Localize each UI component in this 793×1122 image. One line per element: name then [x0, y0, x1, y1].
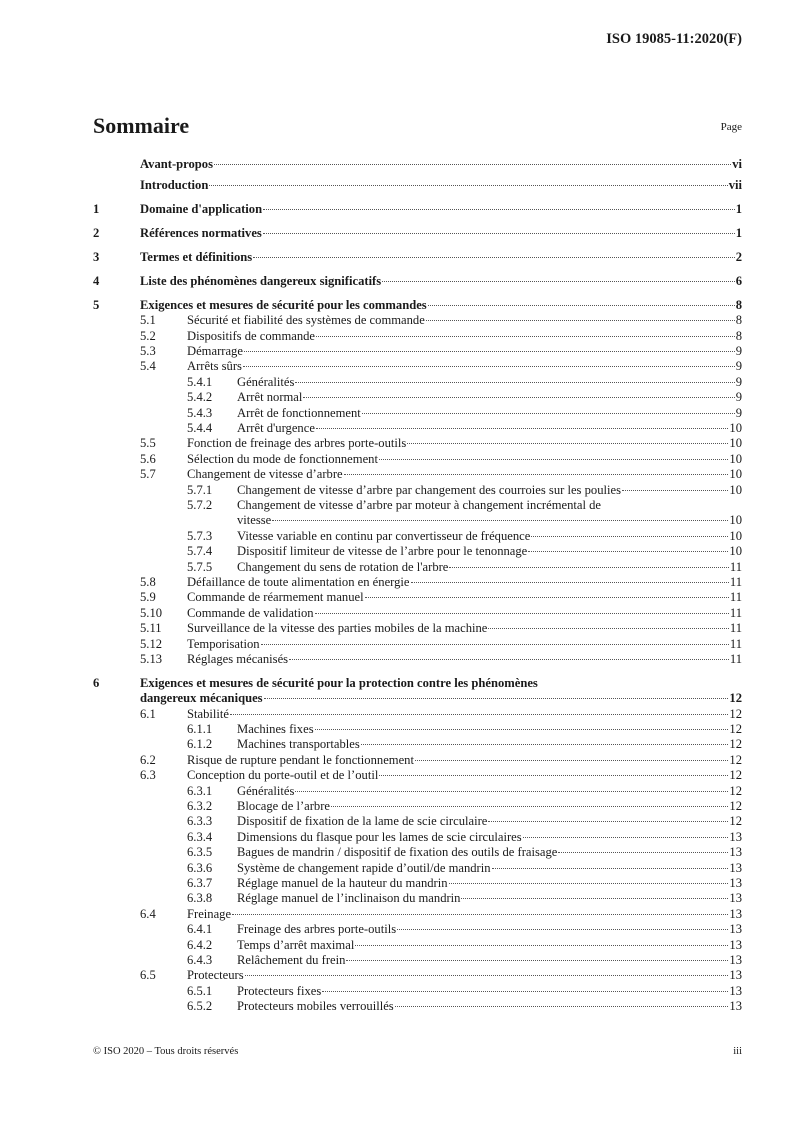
section-title: Protecteurs mobiles verrouillés	[237, 999, 394, 1014]
toc-entry[interactable]	[93, 768, 742, 783]
toc-entry[interactable]	[93, 467, 742, 482]
section-title: Arrêts sûrs	[187, 359, 242, 374]
toc-entry[interactable]	[93, 359, 742, 374]
toc-page-number[interactable]: 13	[729, 999, 742, 1014]
toc-page-number[interactable]: 10	[729, 421, 742, 436]
page-title: Sommaire	[93, 113, 190, 138]
dot-leader	[263, 233, 735, 234]
toc-entry[interactable]	[93, 814, 742, 829]
toc-entry[interactable]	[93, 891, 742, 906]
toc-entry[interactable]	[93, 737, 742, 752]
section-title: Stabilité	[187, 706, 229, 721]
section-number: 5.6	[140, 451, 156, 466]
dot-leader	[523, 837, 729, 838]
toc-entry[interactable]	[93, 436, 742, 451]
dot-leader	[397, 929, 728, 930]
section-number: 5.7.4	[187, 544, 213, 559]
dot-leader	[295, 382, 734, 383]
toc-entry[interactable]	[93, 876, 742, 891]
dot-leader	[415, 760, 728, 761]
toc-page-number[interactable]: 12	[729, 783, 742, 798]
section-title: Avant-propos	[140, 157, 214, 171]
section-number: 6.3.6	[187, 860, 213, 875]
section-number: 3	[93, 249, 100, 264]
dot-leader	[362, 413, 735, 414]
dot-leader	[272, 520, 728, 521]
dot-leader	[622, 490, 728, 491]
section-number: 5.4.4	[187, 421, 213, 436]
section-number: 6.3.4	[187, 829, 213, 844]
document-id: ISO 19085-11:2020(F)	[606, 31, 742, 47]
toc-entry[interactable]	[93, 498, 742, 513]
dot-leader	[244, 351, 735, 352]
toc-page-number[interactable]: 11	[729, 574, 742, 589]
dot-leader	[316, 336, 735, 337]
toc-page-number[interactable]: 13	[729, 860, 742, 875]
dot-leader	[355, 945, 728, 946]
section-title: Protecteurs	[187, 968, 244, 983]
section-number: 5.7.2	[187, 497, 213, 512]
section-number: 5.3	[140, 344, 156, 359]
section-title: Blocage de l’arbre	[237, 799, 331, 813]
section-number: 5	[93, 297, 100, 312]
section-number: 6.1.1	[187, 722, 213, 737]
toc-entry[interactable]	[93, 329, 742, 344]
section-number: 6.3.7	[187, 875, 213, 890]
toc-entry[interactable]	[93, 676, 742, 691]
toc-page-number[interactable]: 8	[735, 297, 742, 312]
dot-leader	[253, 257, 735, 258]
section-title: Exigences et mesures de sécurité pour les commandes	[140, 297, 427, 312]
dot-leader	[395, 1006, 729, 1007]
section-title: Fonction de freinage des arbres porte-outils	[187, 436, 407, 451]
toc-entry[interactable]	[93, 452, 742, 467]
toc-entry[interactable]	[93, 250, 742, 265]
dot-leader	[426, 320, 735, 321]
toc-page-number[interactable]: 12	[729, 799, 742, 813]
toc-page-number[interactable]: 12	[729, 706, 742, 721]
section-number: 5.7.3	[187, 528, 213, 543]
toc-page-number[interactable]: 10	[729, 513, 742, 528]
dot-leader	[316, 428, 728, 429]
toc-entry[interactable]	[93, 707, 742, 722]
toc-page-number[interactable]: 13	[729, 968, 742, 983]
toc-page-number[interactable]: 13	[729, 922, 742, 937]
section-number: 5.1	[140, 313, 156, 328]
toc-entry-continuation[interactable]	[93, 513, 742, 528]
toc-page-number[interactable]: 2	[735, 249, 742, 264]
section-title: Dispositif limiteur de vitesse de l’arbre pour le tenonnage	[237, 544, 528, 559]
toc-page-number[interactable]: 9	[735, 344, 742, 359]
dot-leader	[214, 164, 731, 165]
toc-page-number[interactable]: 11	[729, 636, 742, 651]
toc-page-number[interactable]: 13	[729, 891, 742, 906]
section-number: 6.4	[140, 906, 156, 921]
dot-leader	[230, 714, 728, 715]
toc-entry[interactable]	[93, 544, 742, 559]
toc-entry[interactable]	[93, 999, 742, 1014]
section-title: Réglage manuel de la hauteur du mandrin	[237, 875, 448, 890]
section-title: Surveillance de la vitesse des parties mobiles de la machine	[187, 621, 488, 636]
dot-leader	[295, 791, 728, 792]
copyright-footer: © ISO 2020 – Tous droits réservés	[93, 1046, 239, 1057]
section-title: Arrêt de fonctionnement	[237, 405, 361, 420]
toc-entry[interactable]	[93, 637, 742, 652]
section-number: 5.5	[140, 436, 156, 451]
dot-leader	[488, 821, 728, 822]
section-title: Liste des phénomènes dangereux significatifs	[140, 273, 382, 288]
toc-entry[interactable]	[93, 968, 742, 983]
toc-page-number[interactable]: 10	[729, 436, 742, 451]
toc-entry[interactable]	[93, 907, 742, 922]
toc-page-number[interactable]: 13	[729, 875, 742, 890]
toc-page-number[interactable]: 11	[729, 651, 742, 666]
section-title: Commande de réarmement manuel	[187, 590, 364, 605]
toc-page-number[interactable]: 12	[729, 814, 742, 829]
dot-leader	[261, 644, 729, 645]
toc-entry[interactable]	[93, 984, 742, 999]
section-number: 5.2	[140, 328, 156, 343]
section-number: 5.8	[140, 574, 156, 589]
section-number: 6.3.1	[187, 783, 213, 798]
section-number: 6.3.3	[187, 814, 213, 829]
toc-page-number[interactable]: 10	[729, 451, 742, 466]
section-number: 6.3.5	[187, 845, 213, 860]
section-title: Freinage des arbres porte-outils	[237, 922, 397, 937]
section-title: Arrêt d'urgence	[237, 421, 315, 436]
dot-leader	[382, 281, 735, 282]
toc-entry[interactable]	[93, 390, 742, 405]
section-title: Changement du sens de rotation de l'arbre	[237, 559, 449, 574]
toc-entry[interactable]	[93, 483, 742, 498]
toc-page-number[interactable]: 8	[735, 328, 742, 343]
toc-page-number[interactable]: 8	[735, 313, 742, 328]
toc-entry[interactable]	[93, 274, 742, 289]
section-title: Dispositifs de commande	[187, 328, 316, 343]
toc-entry[interactable]	[93, 178, 742, 193]
section-title: Bagues de mandrin / dispositif de fixation des outils de fraisage	[237, 845, 558, 860]
section-number: 5.11	[140, 621, 162, 636]
toc-entry[interactable]	[93, 202, 742, 217]
toc-page-number[interactable]: 13	[729, 906, 742, 921]
section-title: Protecteurs fixes	[237, 983, 322, 998]
page-column-label: Page	[720, 121, 742, 133]
section-number: 5.9	[140, 590, 156, 605]
section-number: 5.4.2	[187, 390, 213, 405]
toc-page-number[interactable]: 11	[729, 621, 742, 636]
section-title: Exigences et mesures de sécurité pour la protection contre les phénomènes	[140, 675, 538, 690]
toc-entry[interactable]	[93, 575, 742, 590]
dot-leader	[331, 806, 728, 807]
toc-entry[interactable]	[93, 722, 742, 737]
section-title: Machines fixes	[237, 722, 314, 737]
dot-leader	[379, 775, 728, 776]
toc-entry[interactable]	[93, 861, 742, 876]
toc-page-number[interactable]: 13	[729, 829, 742, 844]
toc-entry[interactable]	[93, 421, 742, 436]
section-title: Sécurité et fiabilité des systèmes de commande	[187, 313, 425, 328]
section-number: 6.3	[140, 768, 156, 783]
section-title: Arrêt normal	[237, 390, 303, 405]
section-number: 5.4	[140, 359, 156, 374]
dot-leader	[322, 991, 728, 992]
section-number: 5.10	[140, 605, 163, 620]
toc-page-number[interactable]: 12	[729, 752, 742, 767]
section-title: Changement de vitesse d’arbre	[187, 467, 343, 482]
section-number: 4	[93, 273, 100, 288]
toc-entry[interactable]	[93, 784, 742, 799]
section-title: Généralités	[237, 374, 295, 389]
toc-entry[interactable]	[93, 590, 742, 605]
section-title: Freinage	[187, 906, 232, 921]
toc-page-number[interactable]: 10	[729, 482, 742, 497]
toc-entry[interactable]	[93, 953, 742, 968]
section-title-continuation: vitesse	[237, 513, 272, 528]
section-number: 6.1.2	[187, 737, 213, 752]
toc-entry[interactable]	[93, 157, 742, 172]
toc-page-number[interactable]: 13	[729, 983, 742, 998]
section-number: 1	[93, 201, 100, 216]
section-title: Relâchement du frein	[237, 952, 346, 967]
section-title: Machines transportables	[237, 737, 360, 752]
toc-page-number[interactable]: 10	[729, 544, 742, 559]
dot-leader	[264, 698, 729, 699]
section-number: 5.7	[140, 467, 156, 482]
toc-page-number[interactable]: 9	[735, 359, 742, 374]
dot-leader	[428, 305, 735, 306]
dot-leader	[492, 868, 729, 869]
section-title: Termes et définitions	[140, 249, 253, 264]
toc-page-number[interactable]: 9	[735, 405, 742, 420]
toc-entry[interactable]	[93, 226, 742, 241]
dot-leader	[411, 582, 729, 583]
section-title: Défaillance de toute alimentation en énergie	[187, 574, 410, 589]
toc-entry[interactable]	[93, 621, 742, 636]
section-title-continuation: dangereux mécaniques	[140, 691, 263, 706]
page-number: iii	[733, 1046, 742, 1057]
section-number: 5.7.1	[187, 482, 213, 497]
section-number: 6.4.3	[187, 952, 213, 967]
section-number: 5.12	[140, 636, 163, 651]
toc-page-number[interactable]: 12	[729, 768, 742, 783]
section-number: 5.13	[140, 651, 163, 666]
section-number: 6.4.2	[187, 937, 213, 952]
dot-leader	[344, 474, 729, 475]
dot-leader	[315, 729, 729, 730]
toc-page-number[interactable]: 13	[729, 937, 742, 952]
section-number: 5.7.5	[187, 559, 213, 574]
toc-entry[interactable]	[93, 529, 742, 544]
toc-entry[interactable]	[93, 375, 742, 390]
section-title: Conception du porte-outil et de l’outil	[187, 768, 379, 783]
section-title: Changement de vitesse d’arbre par moteur à changement incrémental de	[237, 497, 602, 512]
dot-leader	[531, 536, 728, 537]
dot-leader	[449, 883, 729, 884]
toc-entry[interactable]	[93, 938, 742, 953]
dot-leader	[315, 613, 729, 614]
section-number: 6.5.1	[187, 983, 213, 998]
toc-page-number[interactable]: 9	[735, 390, 742, 405]
toc-page-number[interactable]: 12	[729, 722, 742, 737]
toc-page-number[interactable]: 12	[729, 691, 742, 706]
toc-page-number[interactable]: vi	[732, 157, 742, 171]
section-number: 6.1	[140, 706, 156, 721]
section-title: Changement de vitesse d’arbre par changement des courroies sur les poulies	[237, 482, 621, 497]
dot-leader	[365, 597, 729, 598]
section-title: Vitesse variable en continu par convertisseur de fréquence	[237, 528, 531, 543]
toc-entry[interactable]	[93, 344, 742, 359]
section-title: Dispositif de fixation de la lame de scie circulaire	[237, 814, 488, 829]
section-title: Système de changement rapide d’outil/de mandrin	[237, 860, 491, 875]
toc-page-number[interactable]: 6	[735, 273, 742, 288]
toc-page-number[interactable]: 11	[729, 605, 742, 620]
section-title: Dimensions du flasque pour les lames de scie circulaires	[237, 829, 522, 844]
section-number: 6.2	[140, 752, 156, 767]
dot-leader	[461, 898, 728, 899]
toc-entry[interactable]	[93, 313, 742, 328]
toc-entry[interactable]	[93, 799, 742, 814]
toc-entry[interactable]	[93, 753, 742, 768]
section-title: Réglages mécanisés	[187, 651, 289, 666]
toc-entry[interactable]	[93, 298, 742, 313]
section-number: 6.3.2	[187, 799, 213, 813]
dot-leader	[407, 443, 728, 444]
section-title: Commande de validation	[187, 605, 314, 620]
section-title: Introduction	[140, 177, 209, 192]
toc-entry[interactable]	[93, 406, 742, 421]
section-title: Sélection du mode de fonctionnement	[187, 451, 378, 466]
toc-page-number[interactable]: vii	[728, 177, 742, 192]
toc-page-number[interactable]: 12	[729, 737, 742, 752]
section-title: Temporisation	[187, 636, 260, 651]
toc-entry[interactable]	[93, 830, 742, 845]
section-title: Domaine d'application	[140, 201, 263, 216]
section-number: 5.4.3	[187, 405, 213, 420]
section-number: 5.4.1	[187, 374, 213, 389]
section-number: 2	[93, 225, 100, 240]
toc-entry[interactable]	[93, 560, 742, 575]
toc-page-number[interactable]: 13	[729, 845, 742, 860]
dot-leader	[558, 852, 728, 853]
dot-leader	[346, 960, 728, 961]
dot-leader	[245, 975, 729, 976]
dot-leader	[263, 209, 735, 210]
toc-page-number[interactable]: 11	[729, 590, 742, 605]
section-number: 6.4.1	[187, 922, 213, 937]
dot-leader	[209, 185, 727, 186]
toc-page-number[interactable]: 1	[735, 201, 742, 216]
toc-page-number[interactable]: 10	[729, 528, 742, 543]
toc-entry-continuation[interactable]	[93, 691, 742, 706]
section-number: 6.3.8	[187, 891, 213, 906]
section-number: 6.5.2	[187, 999, 213, 1014]
dot-leader	[379, 459, 728, 460]
toc-entry[interactable]	[93, 922, 742, 937]
dot-leader	[449, 567, 728, 568]
toc-page-number[interactable]: 13	[729, 952, 742, 967]
dot-leader	[303, 397, 734, 398]
section-number: 6	[93, 675, 100, 690]
section-title: Démarrage	[187, 344, 243, 359]
toc-page-number[interactable]: 10	[729, 467, 742, 482]
dot-leader	[361, 744, 729, 745]
dot-leader	[232, 914, 728, 915]
toc-entry[interactable]	[93, 606, 742, 621]
dot-leader	[289, 659, 729, 660]
section-title: Risque de rupture pendant le fonctionnement	[187, 752, 414, 767]
section-title: Généralités	[237, 783, 295, 798]
toc-page-number[interactable]: 9	[735, 374, 742, 389]
section-title: Temps d’arrêt maximal	[237, 937, 355, 952]
section-title: Références normatives	[140, 225, 262, 240]
dot-leader	[528, 551, 728, 552]
toc-page-number[interactable]: 1	[735, 225, 742, 240]
dot-leader	[243, 366, 735, 367]
toc-page-number[interactable]: 11	[729, 559, 742, 574]
section-title: Réglage manuel de l’inclinaison du mandrin	[237, 891, 461, 906]
section-number: 6.5	[140, 968, 156, 983]
dot-leader	[488, 628, 728, 629]
table-of-contents	[93, 157, 742, 1014]
toc-entry[interactable]	[93, 845, 742, 860]
toc-entry[interactable]	[93, 652, 742, 667]
